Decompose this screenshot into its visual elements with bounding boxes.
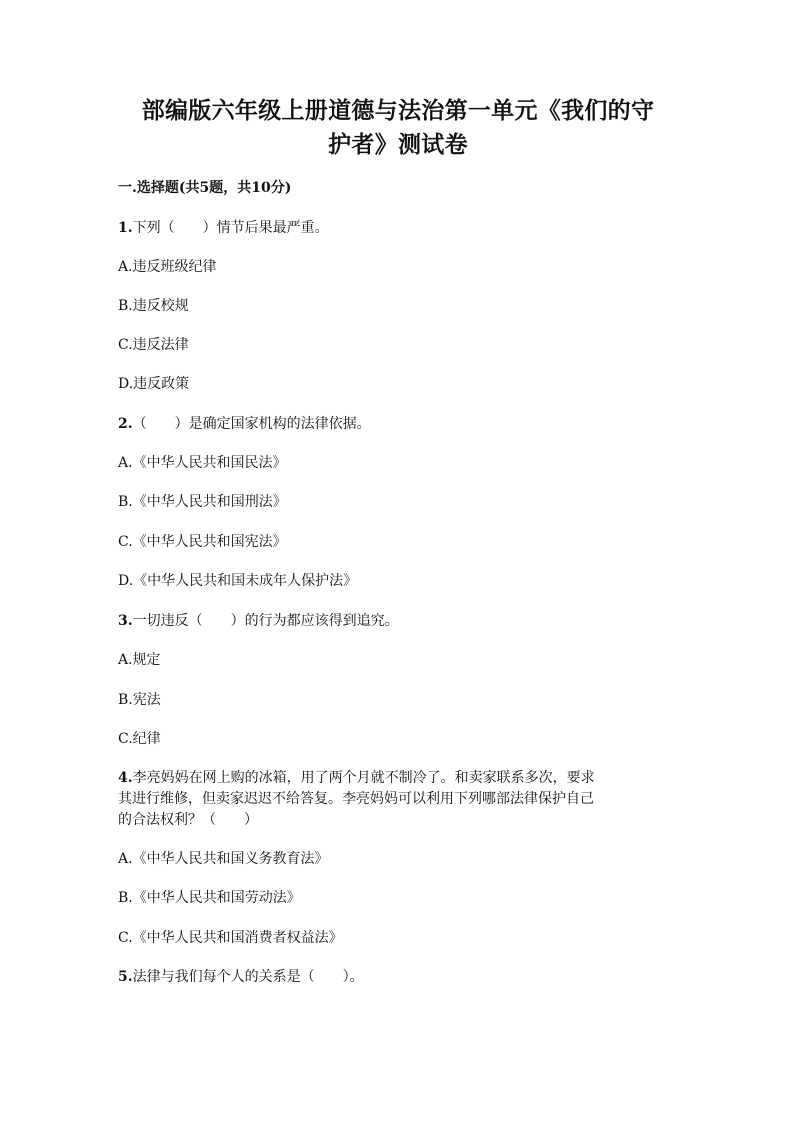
- question-number: 1.: [118, 220, 133, 236]
- title-line-1: 部编版六年级上册道德与法治第一单元《我们的守: [141, 97, 655, 124]
- question-4-stem: [118, 768, 648, 831]
- section-heading: 一.选择题(共5题，共10分): [118, 180, 292, 196]
- question-3-option-b: B.宪法: [118, 692, 161, 708]
- question-text: 李亮妈妈在网上购的冰箱，用了两个月就不制冷了。和卖家联系多次，要求: [132, 770, 595, 786]
- question-text: 一切违反（ ）的行为都应该得到追究。: [132, 613, 399, 629]
- question-number: 3.: [118, 613, 133, 629]
- question-4-option-c: C.《中华人民共和国消费者权益法》: [118, 930, 343, 946]
- question-1-stem: [118, 218, 329, 238]
- question-number: 2.: [118, 416, 133, 432]
- question-number: 5.: [118, 969, 133, 985]
- question-4-stem-line-3: 的合法权利？（ ）: [118, 812, 258, 828]
- question-2-option-d: D.《中华人民共和国未成年人保护法》: [118, 573, 358, 589]
- question-4-stem-line-2: 其进行维修，但卖家迟迟不给答复。李亮妈妈可以利用下列哪部法律保护自己: [118, 791, 594, 807]
- page-title: [118, 94, 678, 162]
- question-text: （ ）是确定国家机构的法律依据。: [132, 416, 371, 432]
- question-3-option-a: A.规定: [118, 652, 161, 668]
- question-3-option-c: C.纪律: [118, 731, 161, 747]
- question-2-option-b: B.《中华人民共和国刑法》: [118, 494, 287, 510]
- question-number: 4.: [118, 770, 133, 786]
- question-1-option-b: B.违反校规: [118, 298, 189, 314]
- question-2-stem: [118, 414, 371, 434]
- question-2-option-a: A.《中华人民共和国民法》: [118, 455, 287, 471]
- question-2-option-c: C.《中华人民共和国宪法》: [118, 534, 287, 550]
- title-line-2: 护者》测试卷: [328, 131, 468, 158]
- question-4-stem-line-1: [118, 768, 648, 789]
- question-3-stem: [118, 611, 399, 631]
- question-text: 下列（ ）情节后果最严重。: [132, 220, 329, 236]
- question-1-option-a: A.违反班级纪律: [118, 259, 217, 275]
- question-4-option-b: B.《中华人民共和国劳动法》: [118, 890, 301, 906]
- question-text: 法律与我们每个人的关系是（ ）。: [132, 969, 364, 985]
- question-1-option-c: C.违反法律: [118, 337, 189, 353]
- question-4-option-a: A.《中华人民共和国义务教育法》: [118, 851, 329, 867]
- question-1-option-d: D.违反政策: [118, 376, 190, 392]
- question-5-stem: [118, 967, 364, 987]
